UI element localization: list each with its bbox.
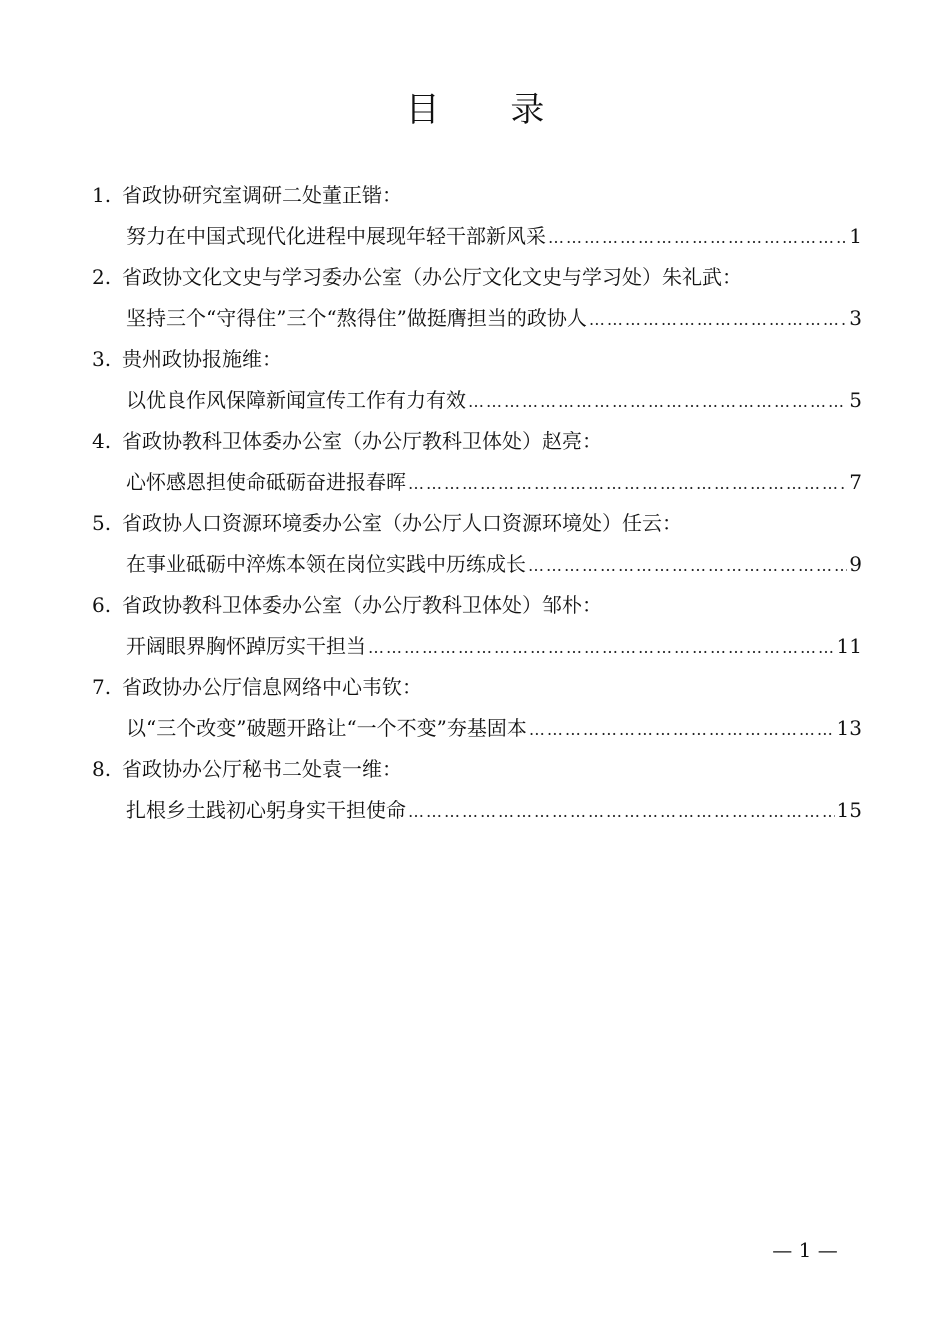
toc-entry-title[interactable]: 在事业砥砺中淬炼本领在岗位实践中历练成长 <box>126 552 526 576</box>
toc-entry-author: 贵州政协报施维： <box>122 347 282 371</box>
toc-leader-dots <box>528 545 847 586</box>
toc-entry <box>92 421 862 503</box>
toc-leader-dots <box>408 463 847 504</box>
toc-entry-author: 省政协研究室调研二处董正锴： <box>122 183 402 207</box>
toc-entry-number: 8. <box>92 757 112 781</box>
toc-entry-author: 省政协教科卫体委办公室（办公厅教科卫体处）邹朴： <box>122 593 602 617</box>
toc-entry-page[interactable]: 13 <box>836 716 862 740</box>
toc-entry-line[interactable] <box>92 380 862 421</box>
toc-entry-heading <box>92 339 862 380</box>
toc-entry-title[interactable]: 心怀感恩担使命砥砺奋进报春晖 <box>126 470 406 494</box>
toc-entry-heading <box>92 257 862 298</box>
toc-entry-heading <box>92 503 862 544</box>
toc-entry-author: 省政协办公厅信息网络中心韦钦： <box>122 675 422 699</box>
toc-entry-title[interactable]: 以优良作风保障新闻宣传工作有力有效 <box>126 388 466 412</box>
toc-entry-heading <box>92 667 862 708</box>
toc-entry-author: 省政协文化文史与学习委办公室（办公厅文化文史与学习处）朱礼武： <box>122 265 742 289</box>
toc-entry-number: 5. <box>92 511 112 535</box>
toc-entry-number: 3. <box>92 347 112 371</box>
toc-entry-page[interactable]: 1 <box>849 224 862 248</box>
page-title: 目 录 <box>405 90 575 130</box>
toc-entry-number: 2. <box>92 265 112 289</box>
toc-entry-page[interactable]: 11 <box>836 634 862 658</box>
page-number: — 1 — <box>772 1238 838 1262</box>
toc-entry-title[interactable]: 坚持三个“守得住”三个“熬得住”做挺膺担当的政协人 <box>126 306 587 330</box>
toc-entry <box>92 667 862 749</box>
toc-leader-dots <box>408 791 835 832</box>
toc-entry <box>92 257 862 339</box>
toc-entry-author: 省政协教科卫体委办公室（办公厅教科卫体处）赵亮： <box>122 429 602 453</box>
toc-entry-page[interactable]: 15 <box>836 798 862 822</box>
toc-entry-page[interactable]: 7 <box>849 470 862 494</box>
toc-entry-line[interactable] <box>92 298 862 339</box>
toc-leader-dots <box>548 217 847 258</box>
toc-entry-page[interactable]: 3 <box>849 306 862 330</box>
toc-entry-author: 省政协人口资源环境委办公室（办公厅人口资源环境处）任云： <box>122 511 682 535</box>
toc-leader-dots <box>368 627 835 668</box>
toc-entry-line[interactable] <box>92 708 862 749</box>
toc-entry-line[interactable] <box>92 462 862 503</box>
toc-entry-number: 4. <box>92 429 112 453</box>
toc-entry-author: 省政协办公厅秘书二处袁一维： <box>122 757 402 781</box>
toc-entry <box>92 175 862 257</box>
toc-entry-title[interactable]: 以“三个改变”破题开路让“一个不变”夯基固本 <box>126 716 527 740</box>
toc-entry-number: 1. <box>92 183 112 207</box>
toc-entry-line[interactable] <box>92 790 862 831</box>
toc-entry-title[interactable]: 开阔眼界胸怀踔厉实干担当 <box>126 634 366 658</box>
toc-entry-heading <box>92 749 862 790</box>
toc-entry-heading <box>92 421 862 462</box>
table-of-contents <box>92 175 862 831</box>
toc-entry-number: 7. <box>92 675 112 699</box>
toc-entry-line[interactable] <box>92 626 862 667</box>
toc-entry-page[interactable]: 9 <box>849 552 862 576</box>
toc-leader-dots <box>589 299 847 340</box>
toc-entry-title[interactable]: 努力在中国式现代化进程中展现年轻干部新风采 <box>126 224 546 248</box>
toc-entry-page[interactable]: 5 <box>849 388 862 412</box>
toc-entry <box>92 749 862 831</box>
toc-entry <box>92 339 862 421</box>
toc-leader-dots <box>468 381 847 422</box>
toc-entry-heading <box>92 175 862 216</box>
toc-entry-number: 6. <box>92 593 112 617</box>
toc-entry-title[interactable]: 扎根乡土践初心躬身实干担使命 <box>126 798 406 822</box>
toc-entry-line[interactable] <box>92 544 862 585</box>
toc-entry-line[interactable] <box>92 216 862 257</box>
toc-entry-heading <box>92 585 862 626</box>
toc-leader-dots <box>529 709 835 750</box>
toc-entry <box>92 503 862 585</box>
toc-entry <box>92 585 862 667</box>
